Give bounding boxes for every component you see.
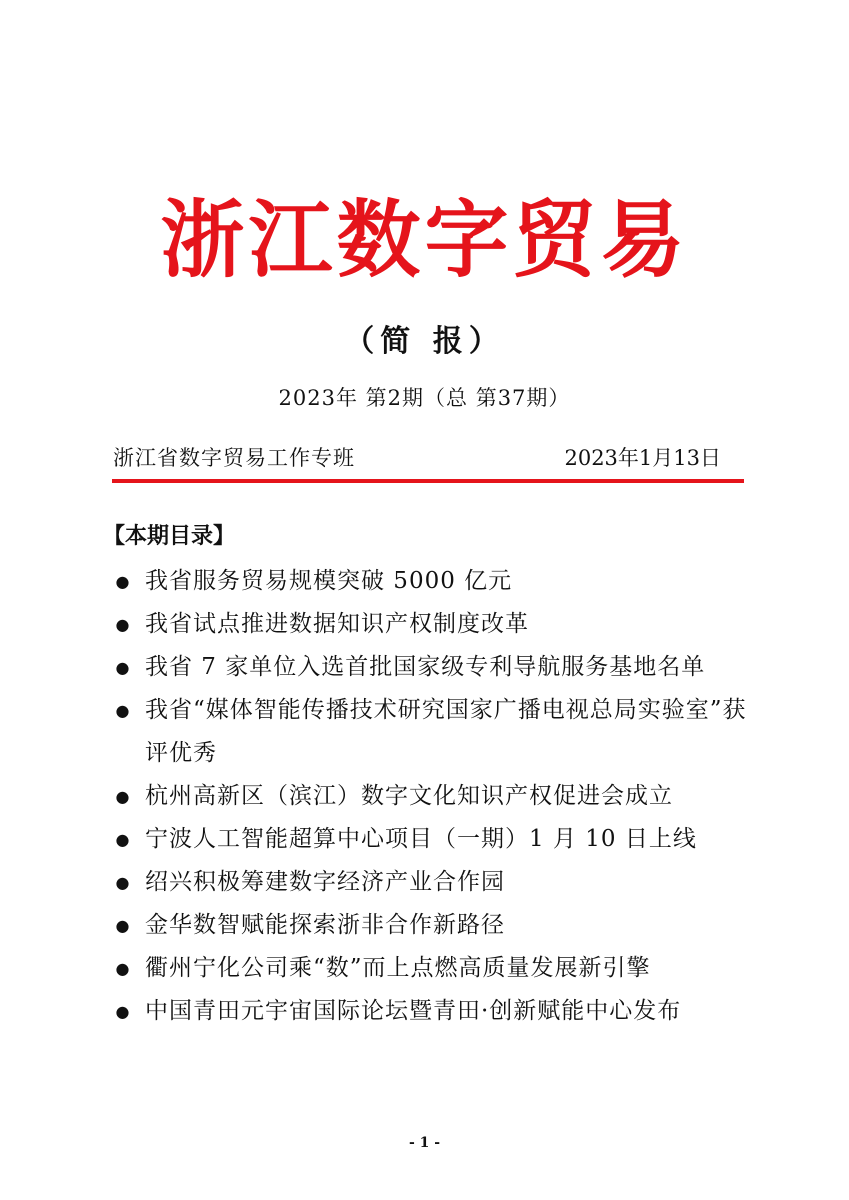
toc-item [113,904,753,947]
toc-item [113,818,753,861]
issuer-date-row [113,442,743,474]
red-divider-line [112,479,744,483]
toc-item [113,603,753,646]
bullet-icon: ● [115,959,131,978]
toc-item [113,646,753,689]
bullet-icon: ● [115,787,131,806]
bullet-icon: ● [115,830,131,849]
toc-item [113,560,753,603]
toc-item-text: 宁波人工智能超算中心项目（一期）1 月 10 日上线 [145,826,697,852]
masthead-title: 浙江数字贸易 [160,190,689,289]
bullet-icon: ● [115,873,131,892]
toc-item-text: 我省 7 家单位入选首批国家级专利导航服务基地名单 [145,654,706,680]
toc-item-text: 我省服务贸易规模突破 5000 亿元 [145,568,513,594]
toc-item [113,689,753,775]
toc-item [113,861,753,904]
bullet-icon: ● [115,701,131,720]
toc-item [113,990,753,1033]
bullet-icon: ● [115,1002,131,1021]
toc-item-text: 绍兴积极筹建数字经济产业合作园 [145,869,505,895]
toc-list [113,560,753,1033]
document-subtitle: （简 报） [344,324,505,359]
toc-item-text: 衢州宁化公司乘“数”而上点燃高质量发展新引擎 [145,955,651,981]
toc-item-text: 杭州高新区（滨江）数字文化知识产权促进会成立 [145,783,673,809]
bullet-icon: ● [115,658,131,677]
toc-item-text: 我省试点推进数据知识产权制度改革 [145,611,529,637]
toc-heading: 【本期目录】 [103,524,236,549]
toc-item [113,775,753,818]
toc-item-text: 我省“媒体智能传播技术研究国家广播电视总局实验室”获评优秀 [145,697,747,766]
bullet-icon: ● [115,572,131,591]
toc-item-text: 中国青田元宇宙国际论坛暨青田·创新赋能中心发布 [145,998,682,1024]
bullet-icon: ● [115,916,131,935]
page-number: - 1 - [408,1135,441,1151]
bullet-icon: ● [115,615,131,634]
issuer-name: 浙江省数字贸易工作专班 [113,446,355,470]
issue-number: 2023年 第2期（总 第37期） [278,386,571,410]
toc-item [113,947,753,990]
issue-date: 2023年1月13日 [564,446,721,470]
toc-item-text: 金华数智赋能探索浙非合作新路径 [145,912,505,938]
